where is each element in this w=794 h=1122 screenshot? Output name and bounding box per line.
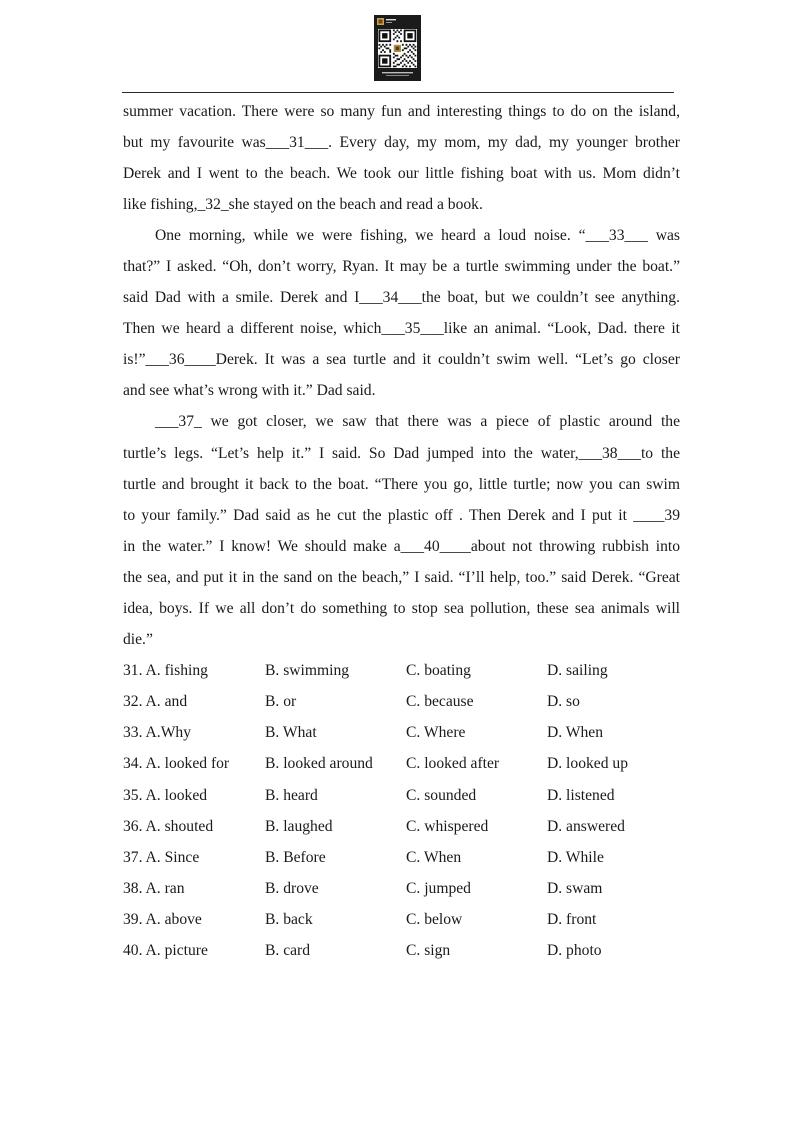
choice-c: C. looked after [406, 755, 500, 773]
question-row-31 [123, 655, 680, 686]
choice-a-text: A. looked [145, 786, 208, 804]
choice-d: D. front [547, 910, 597, 928]
passage-line: like fishing,_32_she stayed on the beach and read a book. [123, 195, 483, 213]
choice-d: D. answered [547, 817, 625, 835]
choice-b: B. swimming [265, 662, 350, 680]
header-divider [122, 92, 674, 93]
choice-d: D. so [547, 693, 580, 711]
passage [123, 96, 680, 656]
choice-c: C. because [406, 693, 474, 711]
choice-b: B. card [265, 942, 311, 960]
choice-a [123, 873, 265, 904]
question-row-37 [123, 842, 680, 873]
passage-line: in the water.” I know! We should make a___40____about not throwing rubbish into [123, 537, 680, 555]
choice-b: B. back [265, 910, 313, 928]
choice-d: D. sailing [547, 662, 608, 680]
choice-a-text: A. above [145, 910, 202, 928]
question-row-36 [123, 811, 680, 842]
passage-line: that?” I asked. “Oh, don’t worry, Ryan. It may be a turtle swimming under the boat.” [123, 257, 680, 275]
passage-line: Derek and I went to the beach. We took our little fishing boat with us. Mom didn’t [123, 164, 680, 182]
passage-line: the sea, and put it in the sand on the beach,” I said. “I’ll help, too.” said Derek. “Great [123, 568, 680, 586]
passage-line: Then we heard a different noise, which___35___like an animal. “Look, Dad. there it [123, 320, 680, 338]
choice-b: B. or [265, 693, 297, 711]
exam-content [123, 96, 680, 967]
choice-b: B. looked around [265, 755, 373, 773]
choice-a-text: A. and [145, 693, 188, 711]
question-number: 34. [123, 755, 143, 773]
choice-b: B. heard [265, 786, 318, 804]
choice-a-text: A. fishing [145, 662, 208, 680]
choice-a [123, 686, 265, 717]
question-row-38 [123, 873, 680, 904]
question-row-34 [123, 748, 680, 779]
question-row-35 [123, 780, 680, 811]
passage-line: said Dad with a smile. Derek and I___34___the boat, but we couldn’t see anything. [123, 289, 680, 307]
question-number: 38. [123, 879, 143, 897]
passage-line: die.” [123, 631, 153, 649]
choice-a-text: A. picture [145, 942, 208, 960]
choice-a [123, 717, 265, 748]
passage-line: but my favourite was___31___. Every day, my mom, my dad, my younger brother [123, 133, 680, 151]
choice-d: D. listened [547, 786, 615, 804]
passage-line: ___37_ we got closer, we saw that there was a piece of plastic around the [155, 413, 680, 431]
choice-a [123, 811, 265, 842]
choice-d: D. swam [547, 879, 603, 897]
choice-d: D. looked up [547, 755, 628, 773]
question-row-32 [123, 686, 680, 717]
passage-line: turtle and brought it back to the boat. “There you go, little turtle; now you can swim [123, 475, 680, 493]
choice-c: C. whispered [406, 817, 489, 835]
choice-b: B. What [265, 724, 317, 742]
choice-a [123, 748, 265, 779]
question-number: 37. [123, 848, 143, 866]
qr-code-icon [374, 15, 421, 81]
choice-c: C. Where [406, 724, 466, 742]
question-row-40 [123, 935, 680, 966]
question-row-33 [123, 717, 680, 748]
passage-line: One morning, while we were fishing, we heard a loud noise. “___33___ was [155, 226, 680, 244]
question-number: 31. [123, 662, 143, 680]
passage-line: is!”___36____Derek. It was a sea turtle and it couldn’t swim well. “Let’s go closer [123, 351, 680, 369]
question-row-39 [123, 904, 680, 935]
question-number: 40. [123, 942, 143, 960]
choice-b: B. Before [265, 848, 326, 866]
choice-c: C. When [406, 848, 462, 866]
choice-d: D. While [547, 848, 604, 866]
choice-a-text: A. looked for [145, 755, 230, 773]
passage-line: turtle’s legs. “Let’s help it.” I said. So Dad jumped into the water,___38___to the [123, 444, 680, 462]
choice-c: C. sounded [406, 786, 477, 804]
choice-d: D. When [547, 724, 604, 742]
choice-c: C. jumped [406, 879, 471, 897]
passage-line: and see what’s wrong with it.” Dad said. [123, 382, 376, 400]
passage-line: idea, boys. If we all don’t do something to stop sea pollution, these sea animals will [123, 600, 680, 617]
choice-b: B. laughed [265, 817, 333, 835]
choice-c: C. boating [406, 662, 471, 680]
choice-a-text: A. Since [145, 848, 200, 866]
passage-line: to your family.” Dad said as he cut the plastic off . Then Derek and I put it ____39 [123, 506, 680, 524]
choice-a-text: A. shouted [145, 817, 214, 835]
question-list [123, 655, 680, 966]
question-number: 32. [123, 693, 143, 711]
choice-c: C. sign [406, 942, 451, 960]
choice-a [123, 655, 265, 686]
question-number: 36. [123, 817, 143, 835]
qr-code-card [374, 15, 421, 81]
choice-a [123, 780, 265, 811]
choice-a [123, 935, 265, 966]
question-number: 33. [123, 724, 143, 742]
choice-a-text: A. ran [145, 879, 185, 897]
choice-a [123, 842, 265, 873]
choice-a-text: A.Why [145, 724, 192, 742]
choice-c: C. below [406, 910, 463, 928]
choice-a [123, 904, 265, 935]
question-number: 39. [123, 910, 143, 928]
question-number: 35. [123, 786, 143, 804]
choice-b: B. drove [265, 879, 319, 897]
passage-line: summer vacation. There were so many fun and interesting things to do on the island, [123, 102, 680, 120]
choice-d: D. photo [547, 942, 602, 960]
